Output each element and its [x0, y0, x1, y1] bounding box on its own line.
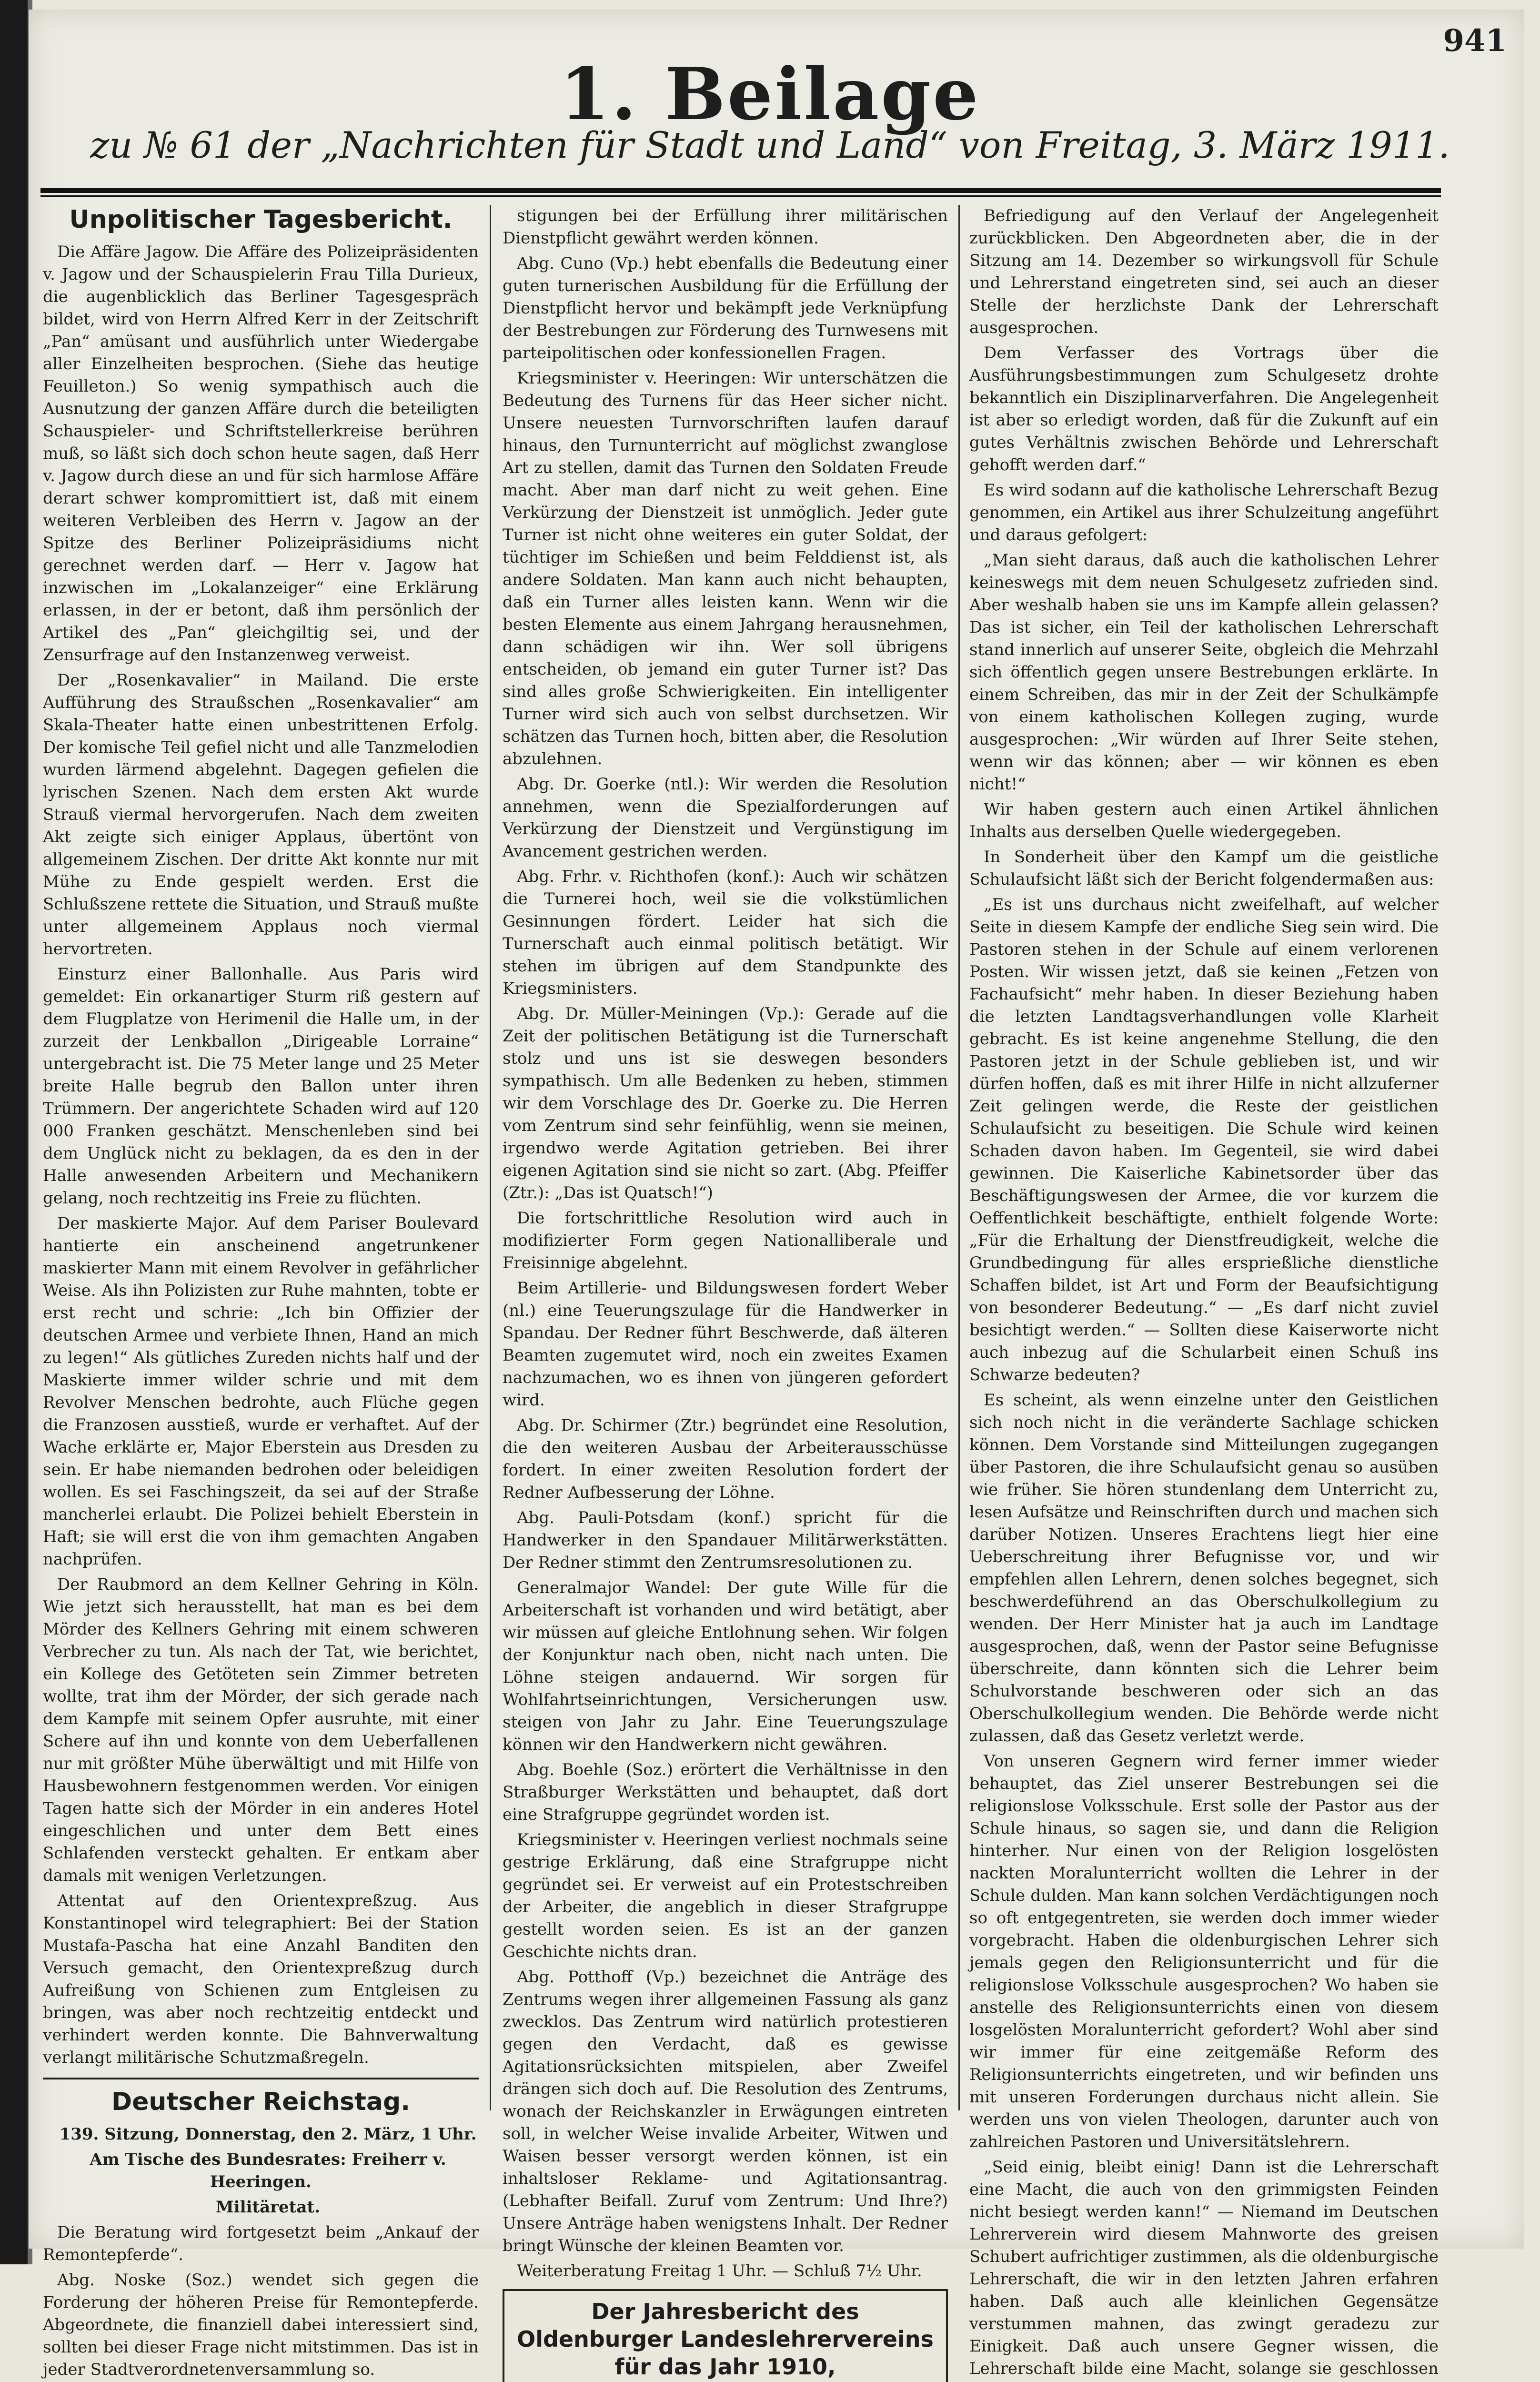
article-paragraph: Abg. Dr. Goerke (ntl.): Wir werden die Resolution annehmen, wenn die Spezialforderungen auf Verkürzung der Dienstzeit und Vergünstigung im Avancement gestrichen werden.: [503, 775, 948, 861]
article-paragraph: „Seid einig, bleibt einig! Dann ist die Lehrerschaft eine Macht, die auch von den grimmigsten Feinden nicht besiegt werden kann!“ — Niemand im Deutschen Lehrerverein wird diesem Mahnworte des greisen Schubert aufrichtiger zustimmen, als die oldenburgische Lehrerschaft, die wir in den letzten Jahren erfahren haben. Daß auch alle kleinlichen Gegensätze verstummen mahnen, das zwingt geradezu zur Einigkeit. Daß auch unsere Gegner wissen, die Lehrerschaft bilde eine Macht, solange sie geschlossen: [969, 2158, 1439, 2378]
section-rule: [43, 2078, 479, 2079]
column-divider-1: [490, 205, 491, 2110]
article-paragraph: Die Beratung wird fortgesetzt beim „Ankauf der Remontepferde“.: [43, 2223, 479, 2264]
section-heading-reichstag: Deutscher Reichstag.: [111, 2088, 410, 2116]
article-paragraph: Der maskierte Major. Auf dem Pariser Boulevard hantierte ein anscheinend angetrunkener maskierter Mann mit einem Revolver in gefährlicher Weise. Als ihn Polizisten zur Ruhe mahnten, tobte er erst recht und schrie: „Ich bin Offizier der deutschen Armee und verbiete Ihnen, Hand an mich zu legen!“ Als gütliches Zureden nichts half und der Maskierte immer wilder schrie und mit dem Revolver Menschen bedrohte, auch Flüche gegen die Franzosen ausstieß, wurde er verhaftet. Auf der Wache erklärte er, Major Eberstein aus Dresden zu sein. Er habe niemanden bedrohen oder beleidigen wollen. Es sei Faschingszeit, da sei auf der Straße mancherlei erlaubt. Die Polizei behielt Eberstein in Haft; sie will erst die von ihm gemachten Angaben nachprüfen.: [43, 1214, 479, 1569]
page-number: 941: [1443, 23, 1507, 59]
article-paragraph: Abg. Noske (Soz.) wendet sich gegen die Forderung der höheren Preise für Remontepferde. Abgeordnete, die finanziell dabei interessiert sind, sollten bei dieser Frage nicht mitstimmen. Das ist in jeder Stadtverordnetenversammlung so.: [43, 2271, 479, 2379]
article-paragraph: Der Raubmord an dem Kellner Gehring in Köln. Wie jetzt sich herausstellt, hat man es bei dem Mörder des Kellners Gehring mit einem schweren Verbrecher zu tun. Als nach der Tat, wie berichtet, ein Kollege des Getöteten sein Zimmer betreten wollte, trat ihm der Mörder, der sich gerade nach dem Kampfe mit seinem Opfer ausruhte, mit einer Schere auf ihn und konnte von dem Ueberfallenen nur mit größter Mühe überwältigt und mit Hilfe von Hausbewohnern festgenommen werden. Vor einigen Tagen hatte sich der Mörder in ein anderes Hotel eingeschlichen und unter dem Bett eines Schlafenden versteckt gehalten. Er entkam aber damals mit wenigen Verletzungen.: [43, 1575, 479, 1885]
article-paragraph: Es scheint, als wenn einzelne unter den Geistlichen sich noch nicht in die veränderte Sachlage schicken können. Dem Vorstande sind Mitteilungen zugegangen über Pastoren, die ihre Schulaufsicht genau so ausüben wie früher. Sie hören stundenlang dem Unterricht zu, lesen Aufsätze und Reinschriften durch und machen sich darüber Notizen. Unseres Erachtens liegt hier eine Ueberschreitung ihrer Befugnisse vor, und wir empfehlen allen Lehrern, denen solches begegnet, sich beschwerdeführend an das Oberschulkollegium zu wenden. Der Herr Minister hat ja auch im Landtage ausgesprochen, daß, wenn der Pastor seine Befugnisse überschreite, dann könnten sich die Lehrer beim Schulvorstande beschweren oder sich an das Oberschulkollegium wenden. Die Behörde werde nicht zulassen, daß das Gesetz verletzt werde.: [969, 1391, 1439, 1746]
article-paragraph: „Es ist uns durchaus nicht zweifelhaft, auf welcher Seite in diesem Kampfe der endliche Sieg sein wird. Die Pastoren stehen in der Schule auf einem verlorenen Posten. Wir wissen jetzt, daß sie keinen „Fetzen von Fachaufsicht“ mehr haben. In dieser Beziehung haben die letzten Landtagsverhandlungen volle Klarheit gebracht. Es ist keine angenehme Stellung, die den Pastoren jetzt in der Schule geblieben ist, und wir dürfen hoffen, daß es mit ihrer Hilfe in nicht allzuferner Zeit gelingen werde, die Reste der geistlichen Schulaufsicht zu beseitigen. Die Schule wird keinen Schaden davon haben. Im Gegenteil, sie wird dabei gewinnen. Die Kaiserliche Kabinetsorder über das Beschäftigungswesen der Armee, die vor kurzem die Oeffentlichkeit beschäftigte, enthielt folgende Worte: „Für die Erhaltung der Dienstfreudigkeit, welche die Grundbedingung für alles ersprießliche dienstliche Schaffen bildet, ist Art und Form der Beaufsichtigung von besonderer Bedeutung.“ — „Es darf nicht zuviel besichtigt werden.“ — Sollten diese Kaiserworte nicht auch inbezug auf die Schularbeit einen Schuß ins Schwarze bedeuten?: [969, 895, 1439, 1384]
lehrerverein-heading: Der Jahresbericht des Oldenburger Landeslehrervereins für das Jahr 1910,: [517, 2299, 934, 2380]
binding-edge: [0, 0, 28, 2264]
session-line: 139. Sitzung, Donnerstag, den 2. März, 1 Uhr.: [59, 2125, 477, 2144]
session-bundesrat: Am Tische des Bundesrates: Freiherr v. Heeringen.: [90, 2150, 446, 2191]
session-topic: Militäretat.: [216, 2198, 320, 2217]
article-paragraph: Abg. Boehle (Soz.) erörtert die Verhältnisse in den Straßburger Werkstätten und behauptet, daß dort eine Strafgruppe gegründet worden ist.: [503, 1760, 948, 1824]
article-paragraph: Wir haben gestern auch einen Artikel ähnlichen Inhalts aus derselben Quelle wiedergegeben.: [969, 800, 1439, 841]
header-rule-thin: [40, 195, 1441, 197]
article-paragraph: stigungen bei der Erfüllung ihrer militärischen Dienstpflicht gewährt werden können.: [503, 206, 948, 248]
article-paragraph: Weiterberatung Freitag 1 Uhr. — Schluß 7½ Uhr.: [517, 2261, 922, 2281]
supplement-title: 1. Beilage: [560, 52, 980, 136]
article-paragraph: „Man sieht daraus, daß auch die katholischen Lehrer keineswegs mit dem neuen Schulgesetz zufrieden sind. Aber weshalb haben sie uns im Kampfe allein gelassen? Das ist sicher, ein Teil der katholischen Lehrerschaft stand innerlich auf unserer Seite, obgleich die Mehrzahl sich öffentlich gegen unsere Bestrebungen erklärte. In einem Schreiben, das mir in der Zeit der Schulkämpfe von einem katholischen Kollegen zuging, wurde ausgesprochen: „Wir würden auf Ihrer Seite stehen, wenn wir das können; aber — wir können es eben nicht!“: [969, 551, 1439, 794]
section-heading-tagesbericht: Unpolitischer Tagesbericht.: [69, 205, 453, 234]
article-paragraph: Von unseren Gegnern wird ferner immer wieder behauptet, das Ziel unserer Bestrebungen sei die religionslose Volksschule. Erst solle der Pastor aus der Schule hinaus, so sagen sie, und dann die Religion hinterher. Nur einen von der Religion losgelösten nackten Moralunterricht wollten die Lehrer in der Schule dulden. Man kann solchen Verdächtigungen noch so oft entgegentreten, sie werden doch immer wieder vorgebracht. Haben die oldenburgischen Lehrer sich jemals gegen den Religionsunterricht und für die religionslose Volksschule ausgesprochen? Wo haben sie anstelle des Religionsunterrichts einen von diesem losgelösten Moralunterricht gefordert? Wohl aber sind wir immer für eine zeitgemäße Reform des Religionsunterrichts eingetreten, und wir befinden uns mit unseren Forderungen durchaus nicht allein. Sie werden uns von vielen Theologen, darunter auch von zahlreichen Pastoren und Universitätslehrern.: [969, 1752, 1439, 2151]
article-paragraph: Kriegsminister v. Heeringen: Wir unterschätzen die Bedeutung des Turnens für das Heer sicher nicht. Unsere neuesten Turnvorschriften laufen darauf hinaus, den Turnunterricht auf möglichst zwanglose Art zu stellen, damit das Turnen den Soldaten Freude macht. Aber man darf nicht zu weit gehen. Eine Verkürzung der Dienstzeit ist unmöglich. Jeder gute Turner ist nicht ohne weiteres ein guter Soldat, der tüchtiger im Schießen und beim Felddienst ist, als andere Soldaten. Man kann auch nicht behaupten, daß ein Turner alles leisten kann. Wenn wir die besten Elemente aus einem Jahrgang herausnehmen, dann schädigen wir ihn. Wer soll übrigens entscheiden, ob jemand ein guter Turner ist? Das sind alles große Schwierigkeiten. Ein intelligenter Turner wird sich auch von selbst durchsetzen. Wir schätzen das Turnen hoch, bitten aber, die Resolution abzulehnen.: [503, 369, 948, 768]
article-paragraph: Dem Verfasser des Vortrags über die Ausführungsbestimmungen zum Schulgesetz drohte bekanntlich ein Disziplinarverfahren. Die Angelegenheit ist aber so erledigt worden, daß für die Zukunft auf ein gutes Verhältnis zwischen Behörde und Lehrerschaft gehofft werden darf.“: [969, 343, 1439, 474]
article-paragraph: Abg. Frhr. v. Richthofen (konf.): Auch wir schätzen die Turnerei hoch, weil sie die volkstümlichen Gesinnungen fördert. Leider hat sich die Turnerschaft auch einmal politisch betätigt. Wir stehen im übrigen auf dem Standpunkte des Kriegsministers.: [503, 867, 948, 998]
article-paragraph: Befriedigung auf den Verlauf der Angelegenheit zurückblicken. Den Abgeordneten aber, die in der Sitzung am 14. Dezember so wirkungsvoll für Schule und Lehrerstand eingetreten sind, sei auch an dieser Stelle der herzlichste Dank der Lehrerschaft ausgesprochen.: [969, 206, 1439, 337]
column-2: [503, 205, 948, 2380]
article-paragraph: Beim Artillerie- und Bildungswesen fordert Weber (nl.) eine Teuerungszulage für die Handwerker in Spandau. Der Redner führt Beschwerde, daß älteren Beamten zugemutet wird, noch ein zweites Examen nachzumachen, wo es ihnen von jüngeren gefordert wird.: [503, 1279, 948, 1410]
article-paragraph: In Sonderheit über den Kampf um die geistliche Schulaufsicht läßt sich der Bericht folgendermaßen aus:: [969, 848, 1439, 889]
lehrerverein-article-box: [503, 2289, 948, 2382]
article-paragraph: Abg. Dr. Schirmer (Ztr.) begründet eine Resolution, die den weiteren Ausbau der Arbeiterausschüsse fordert. In einer zweiten Resolution fordert der Redner Aufbesserung der Löhne.: [503, 1416, 948, 1502]
column-1: [43, 205, 479, 2379]
article-paragraph: Abg. Pauli-Potsdam (konf.) spricht für die Handwerker in den Spandauer Militärwerkstätten. Der Redner stimmt den Zentrumsresolutionen zu.: [503, 1508, 948, 1572]
article-paragraph: Die Affäre Jagow. Die Affäre des Polizeipräsidenten v. Jagow und der Schauspielerin Frau Tilla Durieux, die augenblicklich das Berliner Tagesgespräch bildet, wird von Herrn Alfred Kerr in der Zeitschrift „Pan“ amüsant und ausführlich unter Wiedergabe aller Einzelheiten besprochen. (Siehe das heutige Feuilleton.) So wenig sympathisch auch die Ausnutzung der ganzen Affäre durch die beteiligten Schauspieler- und Schriftstellerkreise berühren muß, so läßt sich doch schon heute sagen, daß Herr v. Jagow durch diese an und für sich harmlose Affäre derart schwer kompromittiert ist, daß mit einem weiteren Verbleiben des Herrn v. Jagow an der Spitze des Berliner Polizeipräsidiums nicht gerechnet werden darf. — Herr v. Jagow hat inzwischen im „Lokalanzeiger“ eine Erklärung erlassen, in der er betont, daß ihm persönlich der Artikel des „Pan“ gleichgiltig sei, und der Zensurfrage auf den Instanzenweg verweist.: [43, 242, 479, 665]
header-rule-thick: [40, 188, 1441, 193]
article-paragraph: Es wird sodann auf die katholische Lehrerschaft Bezug genommen, ein Artikel aus ihrer Schulzeitung angeführt und daraus gefolgert:: [969, 481, 1439, 545]
article-paragraph: Abg. Potthoff (Vp.) bezeichnet die Anträge des Zentrums wegen ihrer allgemeinen Fassung als ganz zwecklos. Das Zentrum wird natürlich protestieren gegen den Verdacht, daß es gewisse Agitationsrücksichten mitspielen, aber Zweifel drängen sich doch auf. Die Resolution des Zentrums, wonach der Reichskanzler in Erwägungen eintreten soll, in welcher Weise invalide Arbeiter, Witwen und Waisen besser versorgt werden können, ist ein inhaltsloser Reklame- und Agitationsantrag. (Lebhafter Beifall. Zuruf vom Zentrum: Und Ihre?) Unsere Anträge haben wenigstens Inhalt. Der Redner bringt Wünsche der kleinen Beamten vor.: [503, 1968, 948, 2255]
column-divider-2: [958, 205, 960, 2110]
article-paragraph: Kriegsminister v. Heeringen verliest nochmals seine gestrige Erklärung, daß eine Strafgruppe nicht gegründet sei. Er verweist auf ein Protestschreiben der Arbeiter, die angeblich in dieser Strafgruppe gestellt worden seien. Es ist an der ganzen Geschichte nichts dran.: [503, 1830, 948, 1961]
supplement-subtitle: zu № 61 der „Nachrichten für Stadt und Land“ von Freitag, 3. März 1911.: [90, 124, 1450, 166]
article-paragraph: Generalmajor Wandel: Der gute Wille für die Arbeiterschaft ist vorhanden und wird betätigt, aber wir müssen auf gleiche Entlohnung sehen. Wir folgen der Konjunktur nach oben, nicht nach unten. Die Löhne steigen andauernd. Wir sorgen für Wohlfahrtseinrichtungen, Versicherungen usw. steigen von Jahr zu Jahr. Eine Teuerungszulage können wir den Handwerkern nicht gewähren.: [503, 1578, 948, 1754]
article-paragraph: Der „Rosenkavalier“ in Mailand. Die erste Aufführung des Straußschen „Rosenkavalier“ am Skala-Theater hatte einen unbestrittenen Erfolg. Der komische Teil gefiel nicht und alle Tanzmelodien wurden lärmend abgelehnt. Dagegen gefielen die lyrischen Szenen. Nach dem ersten Akt wurde Strauß viermal hervorgerufen. Nach dem zweiten Akt zeigte sich einiger Applaus, übertönt von allgemeinem Zischen. Der dritte Akt konnte nur mit Mühe zu Ende gespielt werden. Erst die Schlußszene rettete die Situation, und Strauß mußte unter allgemeinem Applaus noch viermal hervortreten.: [43, 671, 479, 959]
article-paragraph: Attentat auf den Orientexpreßzug. Aus Konstantinopel wird telegraphiert: Bei der Station Mustafa-Pascha hat eine Anzahl Banditen den Versuch gemacht, den Orientexpreßzug durch Aufreißung von Schienen zum Entgleisen zu bringen, was aber noch rechtzeitig entdeckt und verhindert werden konnte. Die Bahnverwaltung verlangt militärische Schutzmaßregeln.: [43, 1891, 479, 2067]
article-paragraph: Die fortschrittliche Resolution wird auch in modifizierter Form gegen Nationalliberale und Freisinnige abgelehnt.: [503, 1209, 948, 1272]
article-paragraph: Einsturz einer Ballonhalle. Aus Paris wird gemeldet: Ein orkanartiger Sturm riß gestern auf dem Flugplatze von Herimenil die Halle um, in der zurzeit der Lenkballon „Dirigeable Lorraine“ untergebracht ist. Die 75 Meter lange und 25 Meter breite Halle begrub den Ballon unter ihren Trümmern. Der angerichtete Schaden wird auf 120 000 Franken geschätzt. Menschenleben sind bei dem Unglück nicht zu beklagen, da es den in der Halle anwesenden Arbeitern und Mechanikern gelang, noch rechtzeitig ins Freie zu flüchten.: [43, 965, 479, 1208]
article-paragraph: Abg. Cuno (Vp.) hebt ebenfalls die Bedeutung einer guten turnerischen Ausbildung für die Erfüllung der Dienstpflicht hervor und bekämpft jede Verknüpfung der Bestrebungen zur Förderung des Turnwesens mit parteipolitischen oder konfessionellen Fragen.: [503, 254, 948, 363]
column-3: [969, 205, 1439, 2378]
article-paragraph: Abg. Dr. Müller-Meiningen (Vp.): Gerade auf die Zeit der politischen Betätigung ist die Turnerschaft stolz und uns ist sie deswegen besonders sympathisch. Um alle Bedenken zu heben, stimmen wir dem Vorschlage des Dr. Goerke zu. Die Herren vom Zentrum sind sehr feinfühlig, wenn sie meinen, irgendwo werde Agitation getrieben. Bei ihrer eigenen Agitation sind sie nicht so zart. (Abg. Pfeiffer (Ztr.): „Das ist Quatsch!“): [503, 1004, 948, 1202]
